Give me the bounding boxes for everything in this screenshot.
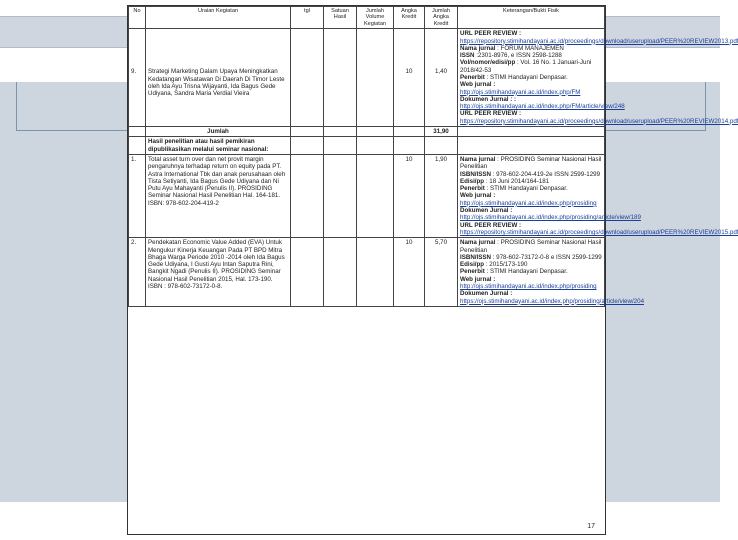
header-angka-kredit: Angka Kredit bbox=[394, 7, 425, 29]
page-number: 17 bbox=[587, 523, 595, 530]
item1-dok-label: Dokumen Jurnal : bbox=[460, 207, 513, 215]
item2-ket-2: Edisi/pp : 2015/173-190 bbox=[460, 261, 528, 269]
item1-ket-2: Edisi/pp : 18 Juni 2014/164-181 bbox=[460, 177, 550, 185]
item2-dok-label: Dokumen Jurnal : bbox=[460, 290, 513, 298]
table-row bbox=[129, 154, 605, 237]
item9-keterangan bbox=[458, 29, 738, 127]
top-peer-label: URL PEER REVIEW : bbox=[460, 30, 522, 38]
item9-no: 9. bbox=[129, 29, 146, 127]
item1-ket-1: ISBN/ISSN : 978-602-204-419-2e ISSN 2599-1299 bbox=[460, 170, 601, 178]
item9-ket-2: Vol/nomor/edisi/pp : Vol. 16 No. 1 Januari-Juni 2018/42-53 bbox=[460, 59, 592, 74]
item1-ket-0: Nama jurnal : PROSIDING Seminar Nasional Hasil Penelitian bbox=[460, 155, 602, 171]
item1-web-link[interactable]: http://ojs.stimihandayani.ac.id/index.php/prosiding bbox=[460, 199, 597, 207]
total-row bbox=[129, 127, 605, 137]
item1-peer-label: URL PEER REVIEW : bbox=[460, 221, 522, 229]
item9-peer-label: URL PEER REVIEW : bbox=[460, 110, 522, 118]
item9-dok-label: Dokumen Jurnal : : bbox=[460, 95, 517, 103]
section-row bbox=[129, 137, 605, 155]
item1-keterangan bbox=[458, 154, 738, 237]
header-volume: Jumlah Volume Kegiatan bbox=[357, 7, 394, 29]
item9-dok-link[interactable]: http://ojs.stimihandayani.ac.id/index.php/FM/article/view/248 bbox=[460, 103, 625, 111]
item1-angka: 10 bbox=[394, 154, 425, 237]
item9-ket-3: Penerbit : STIMI Handayani Denpasar. bbox=[460, 74, 568, 81]
item9-ket-1: ISSN :2301-8976, e ISSN 2598-1288 bbox=[460, 52, 562, 60]
header-uraian: Uraian Kegiatan bbox=[146, 7, 291, 29]
top-peer-link[interactable]: https://repository.stimihandayani.ac.id/proceedings/download/userupload/PEER%20REVIEW2013.pdf bbox=[460, 37, 738, 45]
header-keterangan: Keterangan/Bukti Fisik bbox=[458, 7, 605, 29]
item2-keterangan bbox=[458, 238, 645, 307]
section-title: Hasil penelitian atau hasil pemikiran dipublikasikan melalui seminar nasional: bbox=[146, 137, 291, 155]
total-value: 31,90 bbox=[425, 127, 458, 137]
item1-peer-link[interactable]: https://repository.stimihandayani.ac.id/proceedings/download/userupload/PEER%20REVIEW2015.pdf bbox=[460, 228, 738, 236]
item9-ket-0: Nama jurnal : FORUM MANAJEMEN bbox=[460, 44, 564, 52]
item1-text: Total asset turn over dan net provit margin pengaruhnya terhadap return on equity pada PT. Astra International Tbk dan anak perusahaan oleh Tista Setiyanti, Ida Bagus Gede Udiyana dan Ni Putu Ayu Mahayanti (Penulis II). PROSIDING Seminar Nasional Hasil Penelitian Hal. 164-181. ISBN: 978-602-204-419-2 bbox=[146, 154, 291, 237]
item9-web-label: Web jurnal : bbox=[460, 81, 496, 89]
item9-peer-link[interactable]: https://repository.stimihandayani.ac.id/proceedings/download/userupload/PEER%20REVIEW2014.pdf bbox=[460, 117, 738, 125]
item9-web-link[interactable]: http://ojs.stimihandayani.ac.id/index.php/FM bbox=[460, 88, 581, 96]
item1-dok-link[interactable]: http://ojs.stimihandayani.ac.id/index.php/prosiding/article/view/189 bbox=[460, 214, 641, 222]
table-row bbox=[129, 29, 605, 127]
activity-table bbox=[128, 6, 738, 307]
item2-ket-0: Nama jurnal : PROSIDING Seminar Nasional Hasil Penelitian bbox=[460, 239, 602, 254]
item2-text: Pendekatan Economic Value Added (EVA) Untuk Mengukur Kinerja Keuangan Pada PT BPD Mitra Bhaga Warga Periode 2010 -2014 oleh Ida Bagus Gede Udiyana, I Gusti Ayu Intan Saputra Rini, Bangkit Ngadi (Penulis II). PROSIDING Seminar Nasional Hasil Penelitian 2015, Hal. 173-190. ISBN : 978-602-73172-0-8. bbox=[146, 238, 291, 307]
document-page bbox=[127, 5, 738, 535]
item2-dok-link[interactable]: https://ojs.stimihandayani.ac.id/index.php/prosiding/article/view/204 bbox=[460, 297, 645, 305]
item2-web-link[interactable]: http://ojs.stimihandayani.ac.id/index.php/prosiding bbox=[460, 283, 597, 291]
item2-ket-3: Penerbit : STIMI Handayani Denpasar. bbox=[460, 268, 568, 276]
total-label: Jumlah bbox=[146, 127, 291, 137]
item2-ket-1: ISBN/ISSN : 978-602-73172-0-8 e ISSN 2599-1299 bbox=[460, 253, 602, 261]
item2-jumlah: 5,70 bbox=[425, 238, 458, 307]
item2-angka: 10 bbox=[394, 238, 425, 307]
item1-no: 1. bbox=[129, 154, 146, 237]
header-satuan: Satuan Hasil bbox=[324, 7, 357, 29]
header-jumlah-angka: Jumlah Angka Kredit bbox=[425, 7, 458, 29]
table-row bbox=[129, 238, 605, 307]
header-no: No bbox=[129, 7, 146, 29]
item9-jumlah: 1,40 bbox=[425, 29, 458, 127]
item2-no: 2. bbox=[129, 238, 146, 307]
item9-angka: 10 bbox=[394, 29, 425, 127]
item1-ket-3: Penerbit : STIMI Handayani Denpasar. bbox=[460, 185, 568, 193]
header-tgl: tgl bbox=[291, 7, 324, 29]
item2-web-label: Web jurnal : bbox=[460, 275, 496, 283]
item9-text: Strategi Marketing Dalam Upaya Meningkatkan Kedatangan Wisatawan Di Daerah Di Timor Leste oleh Ida Ayu Trisna Wijayanti, Ida Bagus Gede Udiyana, Sandra Maria Verdial Vieira bbox=[146, 29, 291, 127]
item1-web-label: Web jurnal : bbox=[460, 192, 496, 200]
item1-jumlah: 1,90 bbox=[425, 154, 458, 237]
table-header-row bbox=[129, 7, 605, 29]
